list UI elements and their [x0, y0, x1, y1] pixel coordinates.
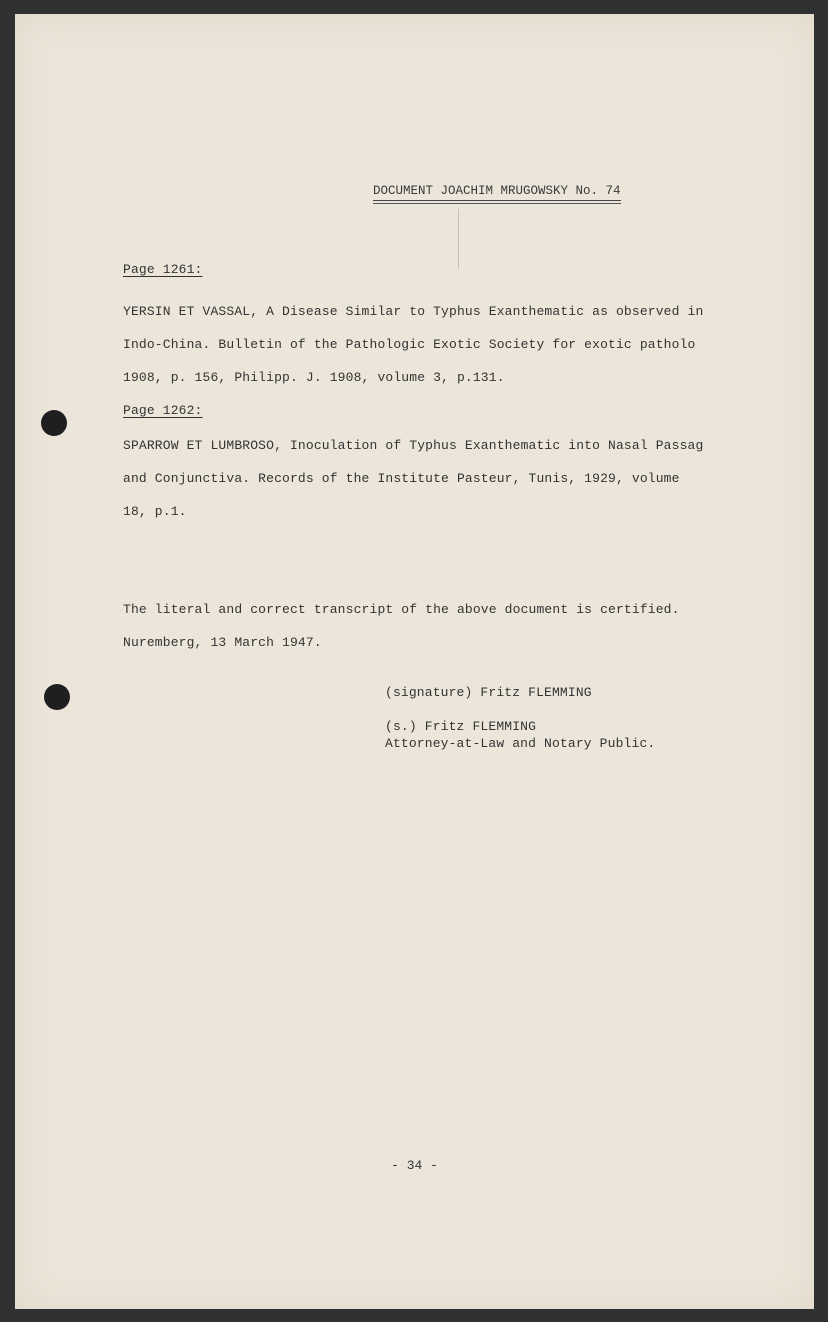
- punch-hole-top: [41, 410, 67, 436]
- page-label-1261: Page 1261:: [123, 262, 203, 277]
- paper-mark: [458, 209, 459, 269]
- page-number: - 34 -: [391, 1158, 438, 1173]
- page-label-1262: Page 1262:: [123, 403, 203, 418]
- entry-2-line-2: and Conjunctiva. Records of the Institute Pasteur, Tunis, 1929, volume: [123, 471, 680, 486]
- document-heading: DOCUMENT JOACHIM MRUGOWSKY No. 74: [373, 184, 621, 201]
- signed-name: (s.) Fritz FLEMMING: [385, 719, 537, 734]
- signed-title: Attorney-at-Law and Notary Public.: [385, 736, 656, 751]
- certification-place-date: Nuremberg, 13 March 1947.: [123, 635, 322, 650]
- entry-1-line-1: YERSIN ET VASSAL, A Disease Similar to Typhus Exanthematic as observed in: [123, 304, 704, 319]
- entry-2-line-1: SPARROW ET LUMBROSO, Inoculation of Typhus Exanthematic into Nasal Passag: [123, 438, 704, 453]
- entry-2-line-3: 18, p.1.: [123, 504, 187, 519]
- signature-line: (signature) Fritz FLEMMING: [385, 685, 592, 700]
- certification-line: The literal and correct transcript of the above document is certified.: [123, 602, 680, 617]
- punch-hole-bottom: [44, 684, 70, 710]
- document-page: [15, 14, 814, 1309]
- entry-1-line-2: Indo-China. Bulletin of the Pathologic Exotic Society for exotic patholo: [123, 337, 696, 352]
- entry-1-line-3: 1908, p. 156, Philipp. J. 1908, volume 3, p.131.: [123, 370, 505, 385]
